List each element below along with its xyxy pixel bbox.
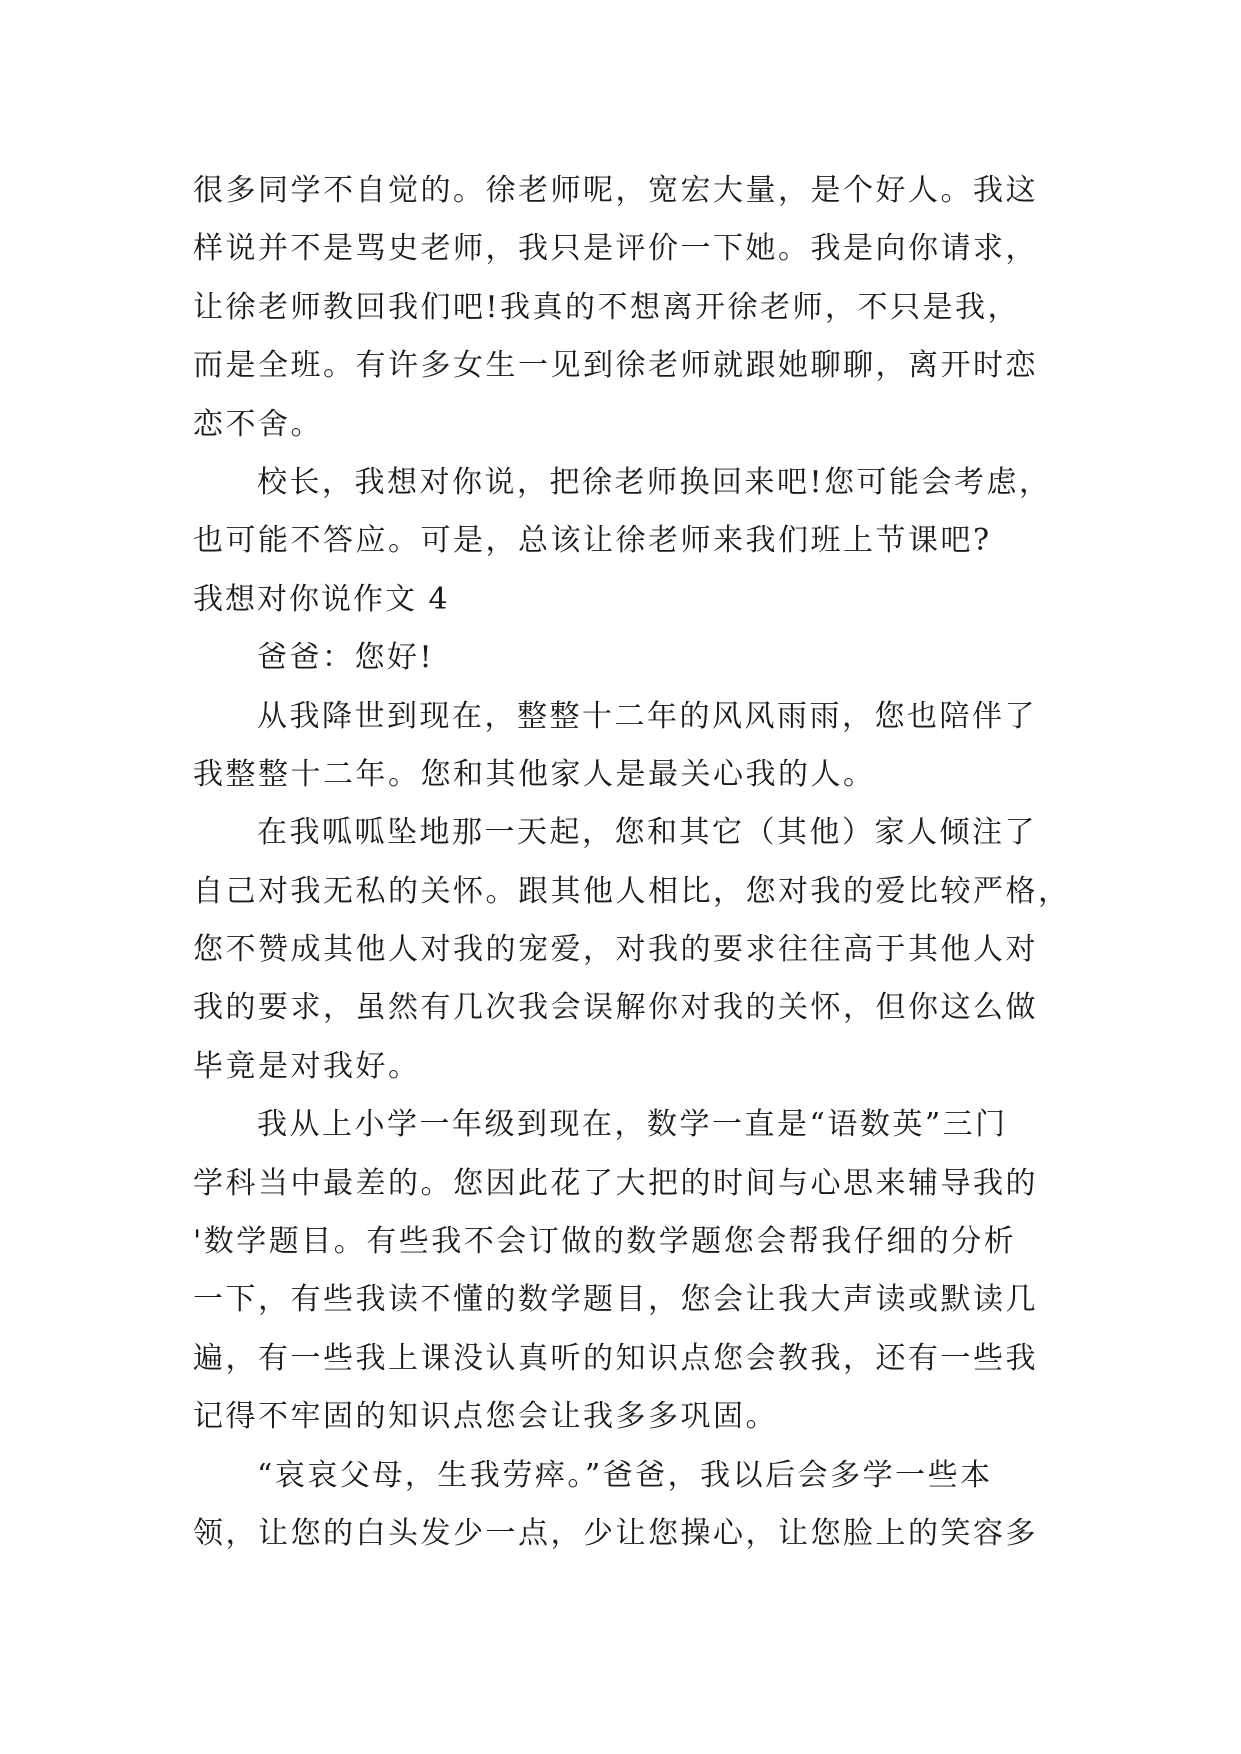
text-line: 您不赞成其他人对我的宠爱，对我的要求往往高于其他人对 bbox=[193, 932, 1038, 968]
text-line: 而是全班。有许多女生一见到徐老师就跟她聊聊，离开时恋 bbox=[193, 348, 1038, 384]
paragraph-start-line: 我从上小学一年级到现在，数学一直是“语数英”三门 bbox=[257, 1107, 1008, 1143]
text-line: 我的要求，虽然有几次我会误解你对我的关怀，但你这么做 bbox=[193, 990, 1038, 1026]
text-line: 领，让您的白头发少一点，少让您操心，让您脸上的笑容多 bbox=[193, 1515, 1038, 1551]
text-line: 自己对我无私的关怀。跟其他人相比，您对我的爱比较严格， bbox=[193, 873, 1071, 909]
text-line: 很多同学不自觉的。徐老师呢，宽宏大量，是个好人。我这 bbox=[193, 173, 1038, 208]
text-line: 一下，有些我读不懂的数学题目，您会让我大声读或默读几 bbox=[193, 1282, 1038, 1318]
document-body bbox=[193, 162, 1071, 1563]
salutation-line: 爸爸：您好! bbox=[257, 640, 435, 676]
paragraph-start-line: “哀哀父母，生我劳瘁。”爸爸，我以后会多学一些本 bbox=[257, 1457, 993, 1493]
paragraph-start-line: 从我降世到现在，整整十二年的风风雨雨，您也陪伴了 bbox=[257, 698, 1037, 734]
text-line: 遍，有一些我上课没认真听的知识点您会教我，还有一些我 bbox=[193, 1340, 1038, 1376]
paragraph-start-line: 在我呱呱坠地那一天起，您和其它（其他）家人倾注了 bbox=[257, 815, 1037, 851]
text-line: 记得不牢固的知识点您会让我多多巩固。 bbox=[193, 1399, 778, 1435]
paragraph-start-line: 校长，我想对你说，把徐老师换回来吧!您可能会考虑， bbox=[257, 464, 1052, 500]
text-line: '数学题目。有些我不会订做的数学题您会帮我仔细的分析 bbox=[193, 1224, 1017, 1260]
text-line: 学科当中最差的。您因此花了大把的时间与心思来辅导我的 bbox=[193, 1165, 1038, 1201]
text-line: 恋不舍。 bbox=[193, 406, 323, 442]
text-line: 样说并不是骂史老师，我只是评价一下她。我是向你请求， bbox=[193, 231, 1038, 267]
text-line: 毕竟是对我好。 bbox=[193, 1048, 421, 1084]
section-heading: 我想对你说作文 4 bbox=[193, 581, 450, 617]
text-line: 让徐老师教回我们吧!我真的不想离开徐老师，不只是我， bbox=[193, 289, 1021, 325]
text-line: 也可能不答应。可是，总该让徐老师来我们班上节课吧? bbox=[193, 523, 992, 559]
text-line: 我整整十二年。您和其他家人是最关心我的人。 bbox=[193, 756, 876, 792]
